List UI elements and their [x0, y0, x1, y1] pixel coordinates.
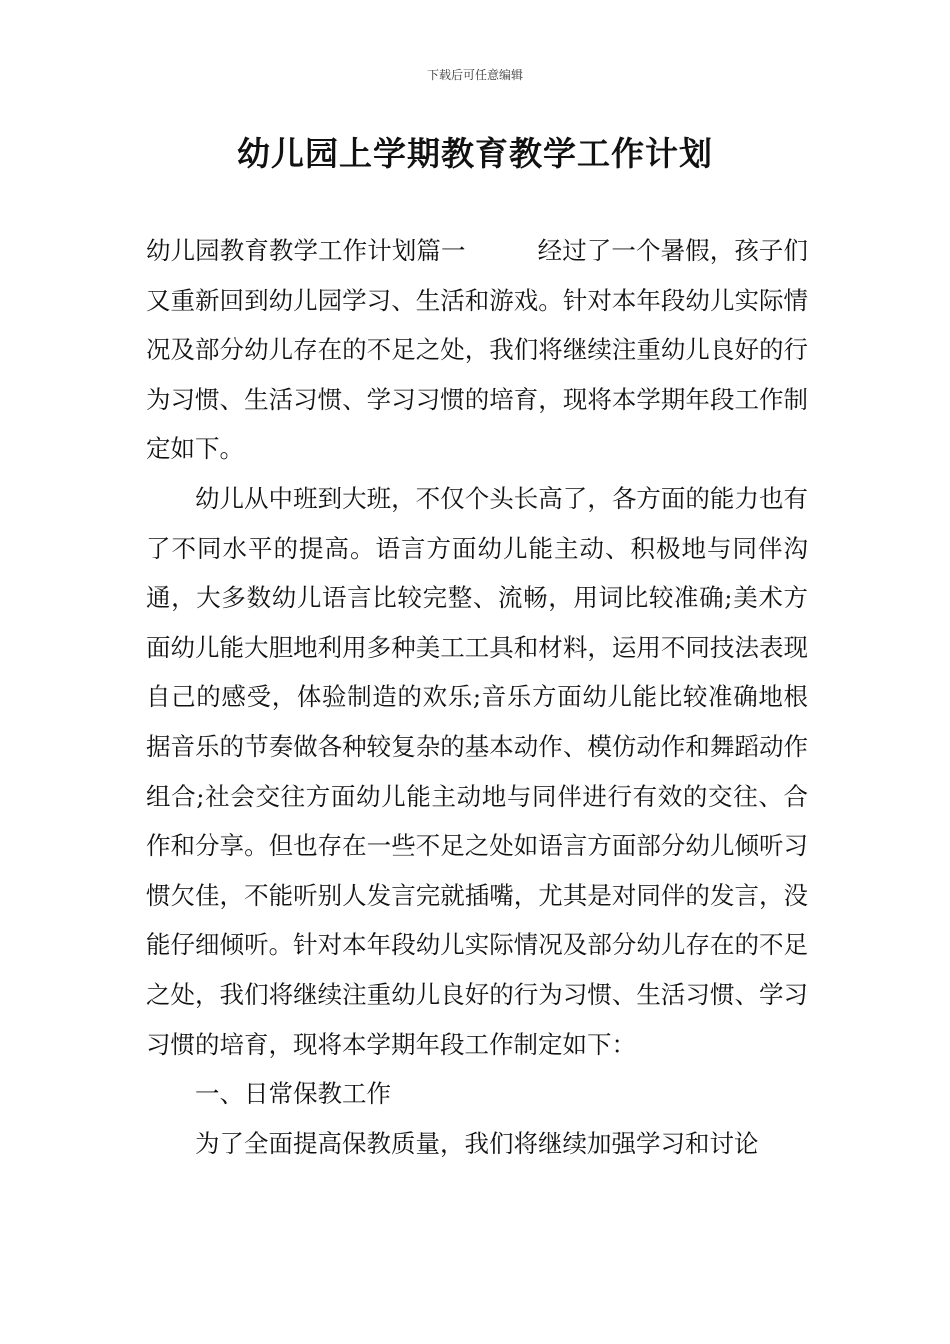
- body-paragraph-3: 为了全面提高保教质量，我们将继续加强学习和讨论: [195, 1128, 759, 1158]
- header-note: 下载后可任意编辑: [426, 68, 523, 82]
- intro-text: 经过了一个暑假，孩子们又重新回到幼儿园学习、生活和游戏。针对本年段幼儿实际情况及部分幼儿存在的不足之处，我们将继续注重幼儿良好的行为习惯、生活习惯、学习习惯的培育，现将本学期年段工作制定如下。: [146, 236, 809, 464]
- body-paragraph-2: 幼儿从中班到大班，不仅个头长高了，各方面的能力也有了不同水平的提高。语言方面幼儿能主动、积极地与同伴沟通，大多数幼儿语言比较完整、流畅，用词比较准确;美术方面幼儿能大胆地利用多种美工工具和材料，运用不同技法表现自己的感受，体验制造的欢乐;音乐方面幼儿能比较准确地根据音乐的节奏做各种较复杂的基本动作、模仿动作和舞蹈动作组合;社会交往方面幼儿能主动地与同伴进行有效的交往、合作和分享。但也存在一些不足之处如语言方面部分幼儿倾听习惯欠佳，不能听别人发言完就插嘴，尤其是对同伴的发言，没能仔细倾听。针对本年段幼儿实际情况及部分幼儿存在的不足之处，我们将继续注重幼儿良好的行为习惯、生活习惯、学习习惯的培育，现将本学期年段工作制定如下：: [146, 483, 808, 1059]
- section-heading-1: 一、日常保教工作: [195, 1079, 391, 1109]
- intro-label: 幼儿园教育教学工作计划篇一: [146, 236, 466, 265]
- document-body: [146, 226, 808, 1168]
- document-title: 幼儿园上学期教育教学工作计划: [237, 134, 713, 173]
- intro-paragraph: [146, 226, 808, 474]
